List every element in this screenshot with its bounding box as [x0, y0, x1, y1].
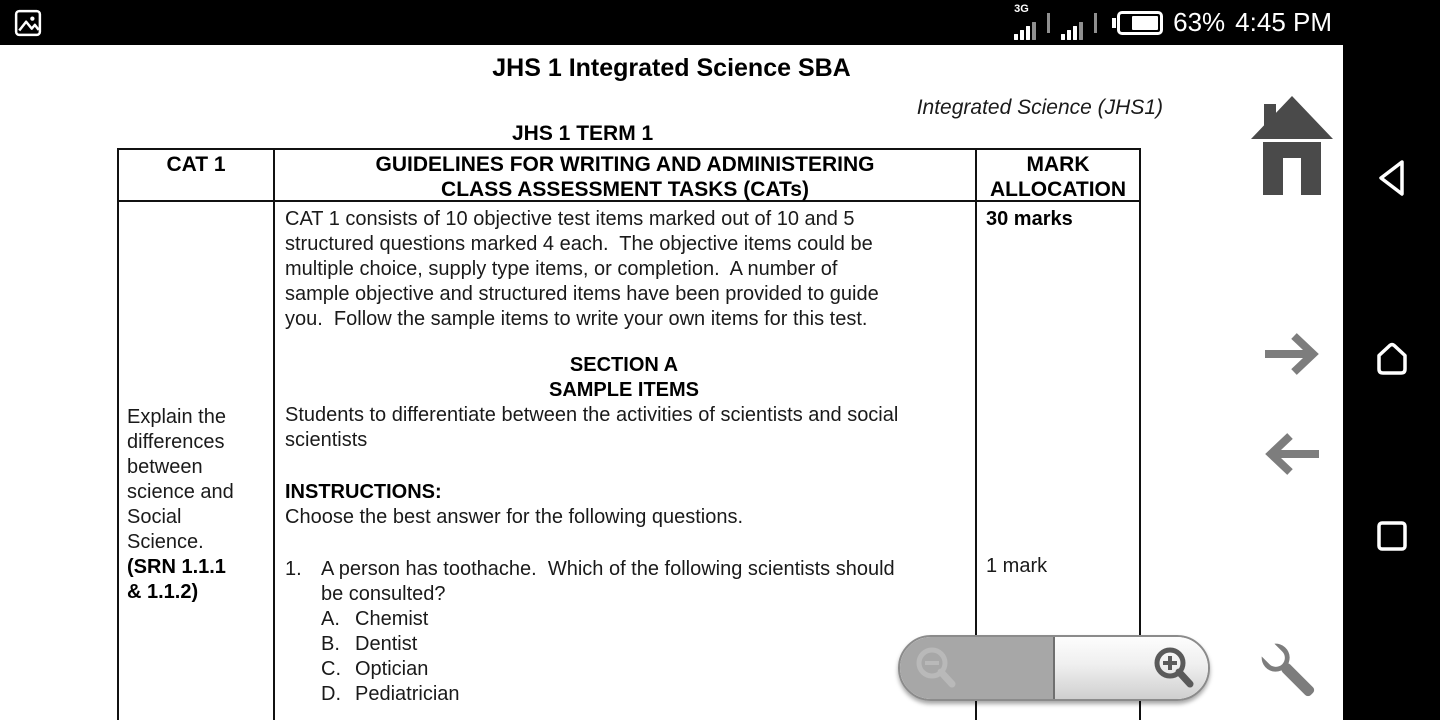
signal-bars-sim1-icon	[1014, 2, 1036, 40]
term-heading: JHS 1 TERM 1	[512, 122, 654, 145]
section-heading: SECTION A	[569, 354, 679, 376]
question1-mark: 1 mark	[986, 555, 1048, 577]
zoom-in-button[interactable]	[1055, 637, 1208, 699]
question-number: 1.	[285, 558, 302, 580]
back-triangle-icon	[1374, 157, 1410, 199]
zoom-out-button[interactable]	[900, 637, 1055, 699]
zoom-slider[interactable]	[898, 635, 1210, 701]
question-1: 1. A person has toothache. Which of the following scientists should be consulted? A. Chemist B. Dentist C. Optician D. Pediatrician	[285, 557, 963, 707]
instructions-label: INSTRUCTIONS:	[285, 481, 442, 503]
option-c: C. Optician	[321, 658, 429, 680]
next-page-button[interactable]	[1262, 328, 1322, 385]
clock: 4:45 PM	[1235, 7, 1332, 37]
wrench-icon	[1256, 638, 1324, 706]
android-nav-bar	[1343, 45, 1440, 720]
document-subtitle: Integrated Science (JHS1)	[916, 96, 1163, 119]
arrow-left-icon	[1262, 428, 1322, 480]
android-home-button[interactable]	[1343, 340, 1440, 378]
guidelines-cell	[273, 202, 975, 720]
arrow-right-icon	[1262, 328, 1322, 380]
android-back-button[interactable]	[1343, 157, 1440, 199]
section-subheading: SAMPLE ITEMS	[548, 379, 699, 401]
previous-page-button[interactable]	[1262, 428, 1322, 485]
sample-note: Students to differentiate between the activities of scientists and social scientists	[285, 404, 899, 451]
home-icon	[1251, 96, 1333, 139]
option-b: B. Dentist	[321, 633, 418, 655]
magnifier-plus-icon	[1152, 646, 1198, 692]
document-viewer	[0, 45, 1343, 720]
signal-bars-sim2-icon	[1061, 6, 1083, 40]
table-header-mark-allocation: MARK ALLOCATION	[975, 150, 1139, 202]
battery-icon	[1112, 11, 1163, 35]
page-title: JHS 1 Integrated Science SBA	[492, 54, 851, 82]
settings-wrench-button[interactable]	[1256, 638, 1324, 711]
magnifier-minus-icon	[914, 646, 960, 692]
photo-notification-icon	[13, 8, 43, 38]
cat1-intro-paragraph: CAT 1 consists of 10 objective test items marked out of 10 and 5 structured questions marked 4 each. The objective items could be multiple choice, supply type items, or completion. A number of sample objective and structured items have been provided to guide you. Follow the sample items to write your own items for this test.	[285, 208, 879, 330]
table-header-cat: CAT 1	[119, 150, 273, 202]
status-bar	[0, 0, 1440, 45]
battery-percent: 63%	[1173, 7, 1226, 37]
option-d: D. Pediatrician	[321, 683, 460, 705]
square-icon	[1373, 517, 1411, 555]
instructions-text: Choose the best answer for the following questions.	[285, 506, 744, 528]
option-a: A. Chemist	[321, 608, 429, 630]
cat-total-marks: 30 marks	[986, 208, 1073, 230]
reader-home-button[interactable]	[1250, 92, 1334, 201]
android-recents-button[interactable]	[1343, 517, 1440, 555]
table-header-guidelines: GUIDELINES FOR WRITING AND ADMINISTERING CLASS ASSESSMENT TASKS (CATs)	[273, 150, 975, 202]
signal-divider-bar	[1094, 13, 1097, 33]
network-type-label: 3G	[1014, 2, 1029, 15]
home-outline-icon	[1372, 340, 1412, 378]
objective-cell: Explain the differences between science and Social Science. (SRN 1.1.1 & 1.1.2)	[127, 406, 234, 603]
signal-divider-bar	[1047, 13, 1050, 33]
